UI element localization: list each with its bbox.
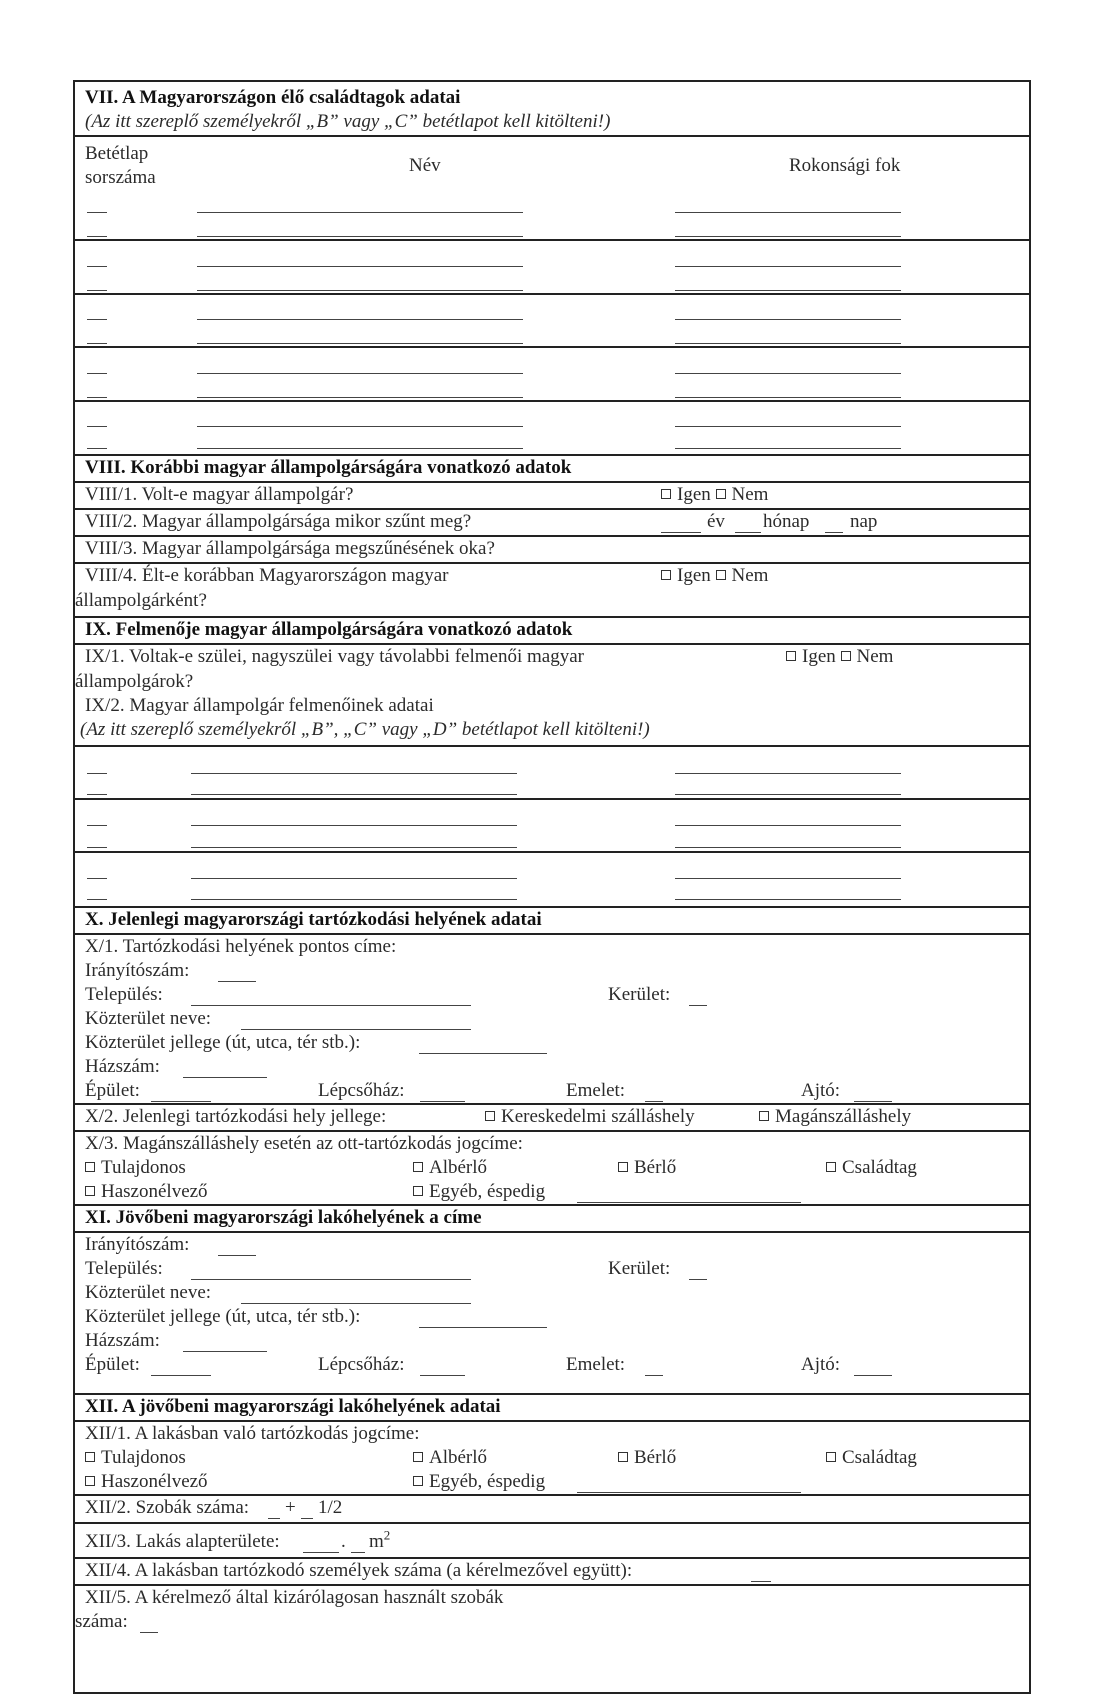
xi-lepcsohaz-label: Lépcsőház: [318, 1354, 405, 1375]
xii-2-half-field[interactable] [301, 1518, 313, 1519]
xii-5-field[interactable] [140, 1632, 158, 1633]
row1-rokonsag-field[interactable] [675, 212, 901, 213]
row3-sorszam-field[interactable] [87, 319, 107, 320]
viii-1-label: VIII/1. Volt-e magyar állampolgár? [85, 484, 354, 505]
xi-epulet-label: Épület: [85, 1354, 140, 1375]
x-1-label: X/1. Tartózkodási helyének pontos címe: [85, 936, 397, 957]
x-2-label: X/2. Jelenlegi tartózkodási hely jellege: [85, 1106, 387, 1127]
x-kozterulet-neve-label: Közterület neve: [85, 1008, 212, 1029]
checkbox-icon [85, 1162, 95, 1172]
x-hazszam-label: Házszám: [85, 1056, 160, 1077]
xii-1-option-haszonelvezo[interactable]: Haszonélvező [85, 1470, 208, 1494]
xi-kozterulet-neve-field[interactable] [241, 1303, 471, 1304]
checkbox-icon [661, 570, 671, 580]
x-emelet-label: Emelet: [566, 1080, 626, 1101]
xii-5-label-l1: XII/5. A kérelmező által kizárólagosan használt szobák [85, 1587, 504, 1608]
section-xii [75, 1393, 1029, 1694]
x-ajto-field[interactable] [854, 1101, 892, 1102]
checkbox-icon [85, 1186, 95, 1196]
x-3-option-berlo[interactable]: Bérlő [618, 1156, 676, 1180]
checkbox-icon [413, 1162, 423, 1172]
x-hazszam-field[interactable] [183, 1077, 267, 1078]
viii-4-options [661, 564, 768, 588]
ix-row1-rokonsag-field[interactable] [675, 773, 901, 774]
ix-2-note: (Az itt szereplő személyekről „B”, „C” vagy „D” betétlapot kell kitölteni!) [80, 719, 650, 740]
row3-nev-field[interactable] [197, 319, 523, 320]
row2-rokonsag-field[interactable] [675, 266, 901, 267]
xii-1-option-egyeb[interactable]: Egyéb, éspedig [413, 1470, 545, 1494]
x-epulet-field[interactable] [151, 1101, 211, 1102]
section-xi-title: XI. Jövőbeni magyarországi lakóhelyének a címe [85, 1207, 482, 1228]
xi-ajto-field[interactable] [854, 1375, 892, 1376]
viii-2-day-field[interactable] [825, 532, 843, 533]
xi-kozterulet-jellege-field[interactable] [419, 1327, 547, 1328]
xi-lepcsohaz-field[interactable] [420, 1375, 465, 1376]
section-xi [75, 1204, 1029, 1396]
xi-kozterulet-neve-label: Közterület neve: [85, 1282, 212, 1303]
checkbox-icon [413, 1186, 423, 1196]
section-viii [75, 454, 1029, 624]
xii-1-egyeb-field[interactable] [577, 1492, 801, 1493]
viii-2-nap: nap [850, 511, 878, 532]
checkbox-icon [841, 651, 851, 661]
x-telepules-field[interactable] [191, 1005, 471, 1006]
xii-3-area-field[interactable] [303, 1552, 339, 1553]
application-form [73, 80, 1031, 1694]
viii-2-month-field[interactable] [735, 532, 761, 533]
x-kerulet-label: Kerület: [608, 984, 671, 1005]
section-x [75, 906, 1029, 1206]
viii-4-label-l2: állampolgárként? [75, 590, 207, 611]
row2-nev-field[interactable] [197, 266, 523, 267]
viii-2-label: VIII/2. Magyar állampolgársága mikor szűnt meg? [85, 511, 472, 532]
x-kozterulet-neve-field[interactable] [241, 1029, 471, 1030]
row1-nev-field[interactable] [197, 212, 523, 213]
x-kerulet-field[interactable] [689, 1005, 707, 1006]
row1-sorszam-field[interactable] [87, 212, 107, 213]
xii-3-unit: $m^2$ [369, 1527, 391, 1552]
viii-4-yes[interactable]: Igen [661, 565, 711, 586]
xii-2-whole-field[interactable] [268, 1518, 280, 1519]
ix-row2-nev-field[interactable] [191, 825, 517, 826]
x-ajto-label: Ajtó: [801, 1080, 841, 1101]
viii-4-label-l1: VIII/4. Élt-e korábban Magyarországon magyar [85, 565, 449, 586]
viii-1-yes[interactable]: Igen [661, 484, 711, 505]
xii-4-field[interactable] [751, 1581, 771, 1582]
x-emelet-field[interactable] [645, 1101, 663, 1102]
checkbox-icon [85, 1452, 95, 1462]
checkbox-icon [826, 1452, 836, 1462]
ix-2-label: IX/2. Magyar állampolgár felmenőinek adatai [85, 695, 434, 716]
ix-row3-nev-field[interactable] [191, 878, 517, 879]
checkbox-icon [85, 1476, 95, 1486]
section-vii-note: (Az itt szereplő személyekről „B” vagy „C” betétlapot kell kitölteni!) [85, 111, 611, 132]
x-lepcsohaz-label: Lépcsőház: [318, 1080, 405, 1101]
xi-irsz-label: Irányítószám: [85, 1234, 190, 1255]
x-2-option-kereskedelmi[interactable]: Kereskedelmi szálláshely [485, 1105, 695, 1129]
xi-telepules-label: Település: [85, 1258, 163, 1279]
row5-sorszam-field[interactable] [87, 426, 107, 427]
x-3-option-haszonelvezo[interactable]: Haszonélvező [85, 1180, 208, 1204]
xii-1-option-alberlo[interactable]: Albérlő [413, 1446, 487, 1470]
row5-rokonsag-field[interactable] [675, 426, 901, 427]
xii-1-label: XII/1. A lakásban való tartózkodás jogcíme: [85, 1423, 420, 1444]
ix-1-yes[interactable]: Igen [786, 646, 836, 667]
section-vii [75, 82, 1029, 452]
xii-5-label-l2: száma: [75, 1611, 128, 1632]
row4-rokonsag-field[interactable] [675, 373, 901, 374]
xii-3-label: XII/3. Lakás alapterülete: [85, 1531, 280, 1552]
x-3-option-csaladtag[interactable]: Családtag [826, 1156, 917, 1180]
ix-row1-sorszam-field[interactable] [87, 773, 107, 774]
x-3-option-egyeb[interactable]: Egyéb, éspedig [413, 1180, 545, 1204]
viii-1-no[interactable]: Nem [716, 484, 769, 505]
checkbox-icon [716, 570, 726, 580]
viii-2-year-field[interactable] [661, 532, 701, 533]
xii-2-plus: + [285, 1497, 296, 1518]
x-kozterulet-jellege-label: Közterület jellege (út, utca, tér stb.): [85, 1032, 361, 1053]
section-ix [75, 616, 1029, 906]
xii-3-area-decimal-field[interactable] [351, 1552, 365, 1553]
xii-2-label: XII/2. Szobák száma: [85, 1497, 250, 1518]
checkbox-icon [413, 1476, 423, 1486]
x-irsz-label: Irányítószám: [85, 960, 190, 981]
ix-row2-sorszam-field[interactable] [87, 825, 107, 826]
xii-3-decimal: . [341, 1531, 346, 1552]
col-header-nev: Név [409, 155, 441, 176]
xi-irsz-field[interactable] [218, 1255, 256, 1256]
col-header-sorszama: sorszáma [85, 167, 156, 188]
xi-epulet-field[interactable] [151, 1375, 211, 1376]
viii-2-honap: hónap [763, 511, 810, 532]
x-3-option-alberlo[interactable]: Albérlő [413, 1156, 487, 1180]
x-epulet-label: Épület: [85, 1080, 140, 1101]
x-3-egyeb-field[interactable] [577, 1202, 801, 1203]
x-3-option-tulajdonos[interactable]: Tulajdonos [85, 1156, 186, 1180]
row4-nev-field[interactable] [197, 373, 523, 374]
row2-sorszam-field[interactable] [87, 266, 107, 267]
xi-emelet-label: Emelet: [566, 1354, 626, 1375]
ix-1-label-l1: IX/1. Voltak-e szülei, nagyszülei vagy távolabbi felmenői magyar [85, 646, 584, 667]
xi-hazszam-label: Házszám: [85, 1330, 160, 1351]
ix-1-label-l2: állampolgárok? [75, 671, 194, 692]
x-kozterulet-jellege-field[interactable] [419, 1053, 547, 1054]
col-header-betetlap: Betétlap [85, 143, 149, 164]
viii-1-options [661, 483, 768, 507]
checkbox-icon [618, 1162, 628, 1172]
col-header-rokonsagi-fok: Rokonsági fok [789, 155, 901, 176]
section-ix-title: IX. Felmenője magyar állampolgárságára vonatkozó adatok [85, 619, 573, 640]
xi-kerulet-label: Kerület: [608, 1258, 671, 1279]
section-x-title: X. Jelenlegi magyarországi tartózkodási helyének adatai [85, 909, 542, 930]
checkbox-icon [618, 1452, 628, 1462]
section-xii-title: XII. A jövőbeni magyarországi lakóhelyének adatai [85, 1396, 501, 1417]
viii-2-ev: év [707, 511, 725, 532]
xi-ajto-label: Ajtó: [801, 1354, 841, 1375]
x-lepcsohaz-field[interactable] [420, 1101, 465, 1102]
checkbox-icon [826, 1162, 836, 1172]
row4-sorszam-field[interactable] [87, 373, 107, 374]
xi-kozterulet-jellege-label: Közterület jellege (út, utca, tér stb.): [85, 1306, 361, 1327]
ix-1-options [786, 645, 893, 669]
xi-telepules-field[interactable] [191, 1279, 471, 1280]
checkbox-icon [661, 489, 671, 499]
xii-2-half-label: 1/2 [318, 1497, 343, 1518]
xi-kerulet-field[interactable] [689, 1279, 707, 1280]
xi-hazszam-field[interactable] [183, 1351, 267, 1352]
x-irsz-field[interactable] [218, 981, 256, 982]
checkbox-icon [716, 489, 726, 499]
ix-row3-sorszam-field[interactable] [87, 878, 107, 879]
row3-rokonsag-field[interactable] [675, 319, 901, 320]
xi-emelet-field[interactable] [645, 1375, 663, 1376]
viii-4-no[interactable]: Nem [716, 565, 769, 586]
checkbox-icon [485, 1111, 495, 1121]
section-viii-title: VIII. Korábbi magyar állampolgárságára vonatkozó adatok [85, 457, 572, 478]
x-3-label: X/3. Magánszálláshely esetén az ott-tartózkodás jogcíme: [85, 1133, 523, 1154]
xii-1-option-tulajdonos[interactable]: Tulajdonos [85, 1446, 186, 1470]
ix-1-no[interactable]: Nem [841, 646, 894, 667]
row5-nev-field[interactable] [197, 426, 523, 427]
ix-row3-rokonsag-field[interactable] [675, 878, 901, 879]
xii-4-label: XII/4. A lakásban tartózkodó személyek száma (a kérelmezővel együtt): [85, 1560, 633, 1581]
xii-1-option-berlo[interactable]: Bérlő [618, 1446, 676, 1470]
xii-1-option-csaladtag[interactable]: Családtag [826, 1446, 917, 1470]
ix-row2-rokonsag-field[interactable] [675, 825, 901, 826]
checkbox-icon [413, 1452, 423, 1462]
viii-3-label: VIII/3. Magyar állampolgársága megszűnésének oka? [85, 538, 495, 559]
checkbox-icon [759, 1111, 769, 1121]
section-vii-title: VII. A Magyarországon élő családtagok adatai [85, 87, 461, 108]
checkbox-icon [786, 651, 796, 661]
x-telepules-label: Település: [85, 984, 163, 1005]
ix-row1-nev-field[interactable] [191, 773, 517, 774]
x-2-option-maganszallashely[interactable]: Magánszálláshely [759, 1105, 911, 1129]
